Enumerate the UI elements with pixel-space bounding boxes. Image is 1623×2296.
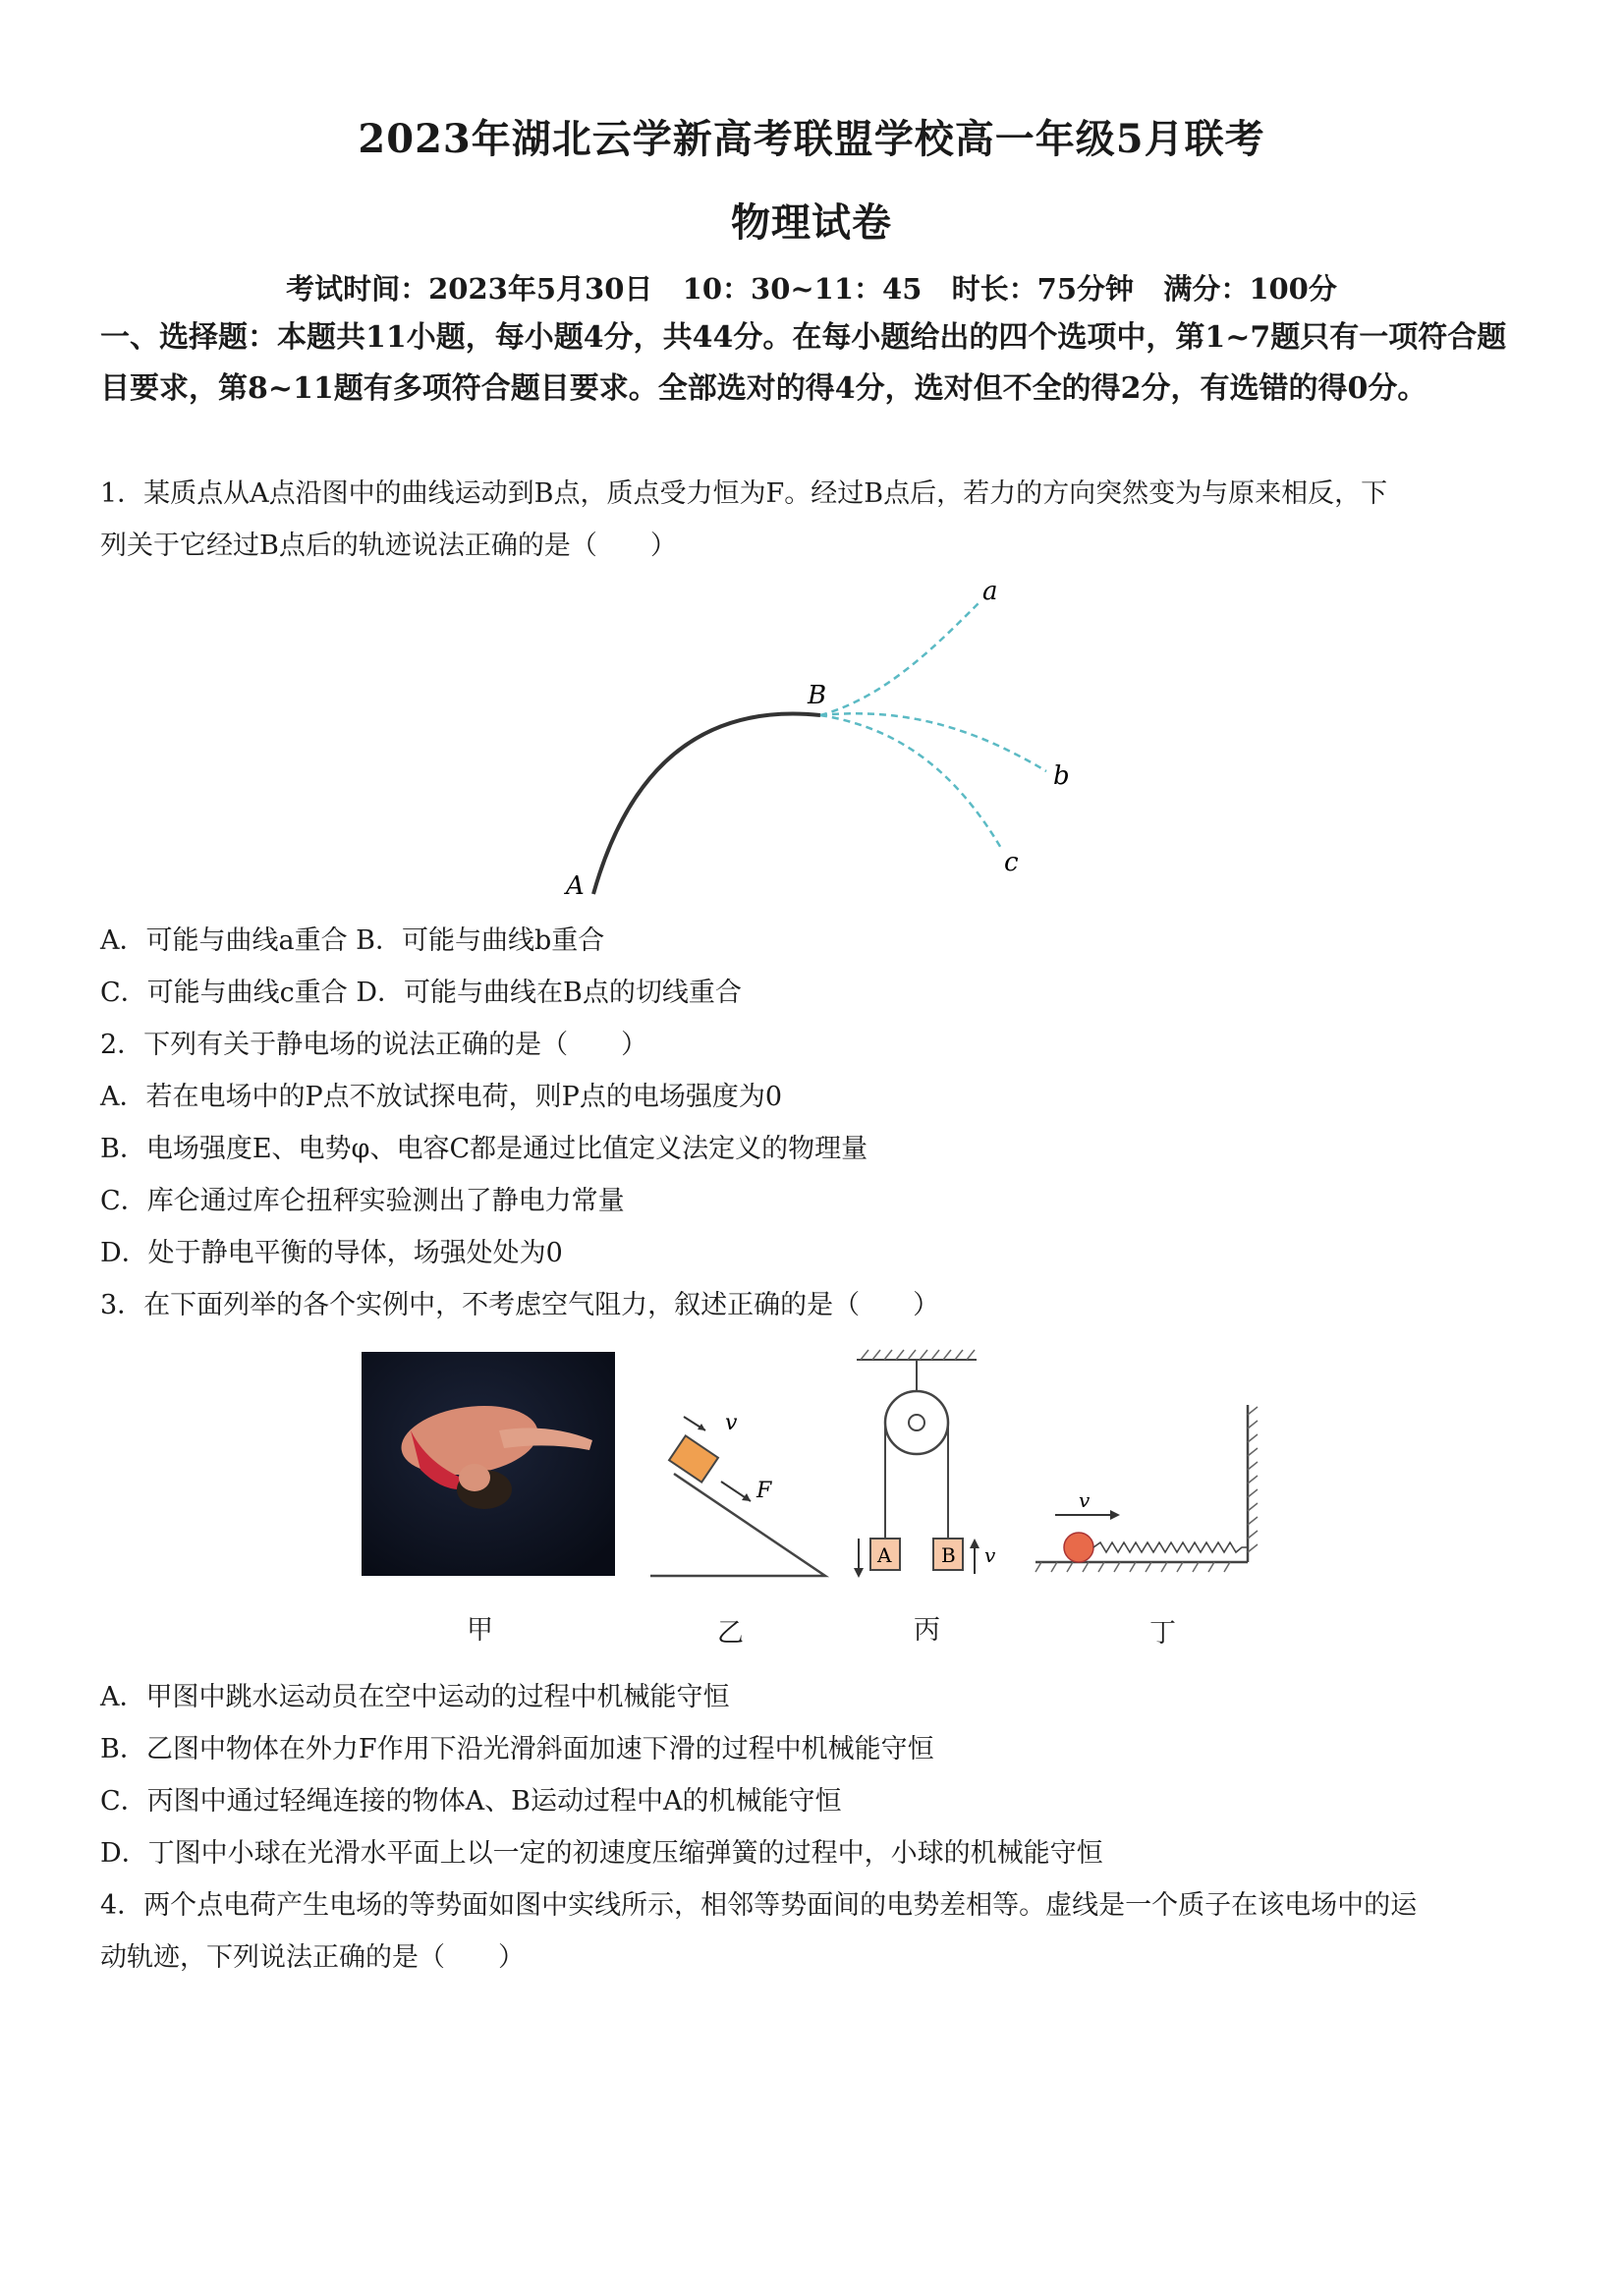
curve-b	[820, 713, 1046, 771]
q1-stem-line2: 列关于它经过B点后的轨迹说法正确的是（ ）	[100, 531, 677, 561]
q2-option-c: C．库仑通过库仑扭秤实验测出了静电力常量	[100, 1186, 625, 1216]
curve-a	[820, 601, 980, 715]
label-b: b	[1053, 761, 1070, 791]
caption-bing: 丙	[914, 1615, 940, 1646]
q3-option-a: A．甲图中跳水运动员在空中运动的过程中机械能守恒	[100, 1682, 730, 1712]
trajectory-a-to-b	[593, 714, 820, 894]
q3-option-c: C．丙图中通过轻绳连接的物体A、B运动过程中A的机械能守恒	[100, 1786, 842, 1817]
q3-option-d: D．丁图中小球在光滑水平面上以一定的初速度压缩弹簧的过程中，小球的机械能守恒	[100, 1838, 1103, 1869]
spring	[1093, 1542, 1248, 1552]
ball	[1064, 1533, 1093, 1562]
q2-option-d: D．处于静电平衡的导体，场强处处为0	[100, 1238, 563, 1268]
label-point-B: B	[808, 681, 827, 710]
caption-yi: 乙	[717, 1618, 744, 1649]
q3-option-b: B．乙图中物体在外力F作用下沿光滑斜面加速下滑的过程中机械能守恒	[100, 1734, 934, 1764]
label-v-pulley: v	[984, 1543, 996, 1567]
label-block-A: A	[877, 1543, 892, 1567]
q1-options-cd: C．可能与曲线c重合 D．可能与曲线在B点的切线重合	[100, 978, 742, 1008]
q2-option-a: A．若在电场中的P点不放试探电荷，则P点的电场强度为0	[100, 1082, 783, 1112]
pulley-figure	[847, 1346, 1004, 1582]
q3-stem: 3．在下面列举的各个实例中，不考虑空气阻力，叙述正确的是（ ）	[100, 1290, 940, 1320]
section-instructions: 一、选择题：本题共11小题，每小题4分，共44分。在每小题给出的四个选项中，第1~7题只有一项符合题目要求，第8~11题有多项符合题目要求。全部选对的得4分，选对但不全的得2分，有选错的得0分。	[100, 320, 1507, 406]
spring-figure	[1032, 1395, 1267, 1577]
label-c: c	[1004, 848, 1019, 877]
q1-options-ab: A．可能与曲线a重合 B．可能与曲线b重合	[100, 925, 605, 956]
q1-stem-line1: 1．某质点从A点沿图中的曲线运动到B点，质点受力恒为F。经过B点后，若力的方向突然变为与原来相反，下	[100, 478, 1388, 509]
q4-stem-line1: 4．两个点电荷产生电场的等势面如图中实线所示，相邻等势面间的电势差相等。虚线是一个质子在该电场中的运	[100, 1890, 1418, 1921]
label-v: v	[725, 1411, 738, 1435]
q2-stem: 2．下列有关于静电场的说法正确的是（ ）	[100, 1030, 648, 1060]
exam-subtitle: 物理试卷	[731, 199, 892, 246]
q1-trajectory-figure	[550, 570, 1081, 904]
label-v-ball: v	[1079, 1488, 1091, 1512]
exam-info: 考试时间：2023年5月30日 10：30~11：45 时长：75分钟 满分：100分	[286, 272, 1337, 306]
caption-jia: 甲	[467, 1615, 493, 1646]
caption-ding: 丁	[1149, 1618, 1176, 1649]
exam-title: 2023年湖北云学新高考联盟学校高一年级5月联考	[358, 116, 1265, 162]
label-block-B: B	[941, 1543, 956, 1567]
incline-figure	[644, 1395, 835, 1582]
label-a: a	[982, 577, 998, 606]
q2-option-b: B．电场强度E、电势φ、电容C都是通过比值定义法定义的物理量	[100, 1134, 868, 1164]
label-point-A: A	[566, 871, 585, 901]
q4-stem-line2: 动轨迹，下列说法正确的是（ ）	[100, 1942, 525, 1973]
diver-photo	[362, 1352, 615, 1576]
label-F: F	[756, 1479, 772, 1503]
